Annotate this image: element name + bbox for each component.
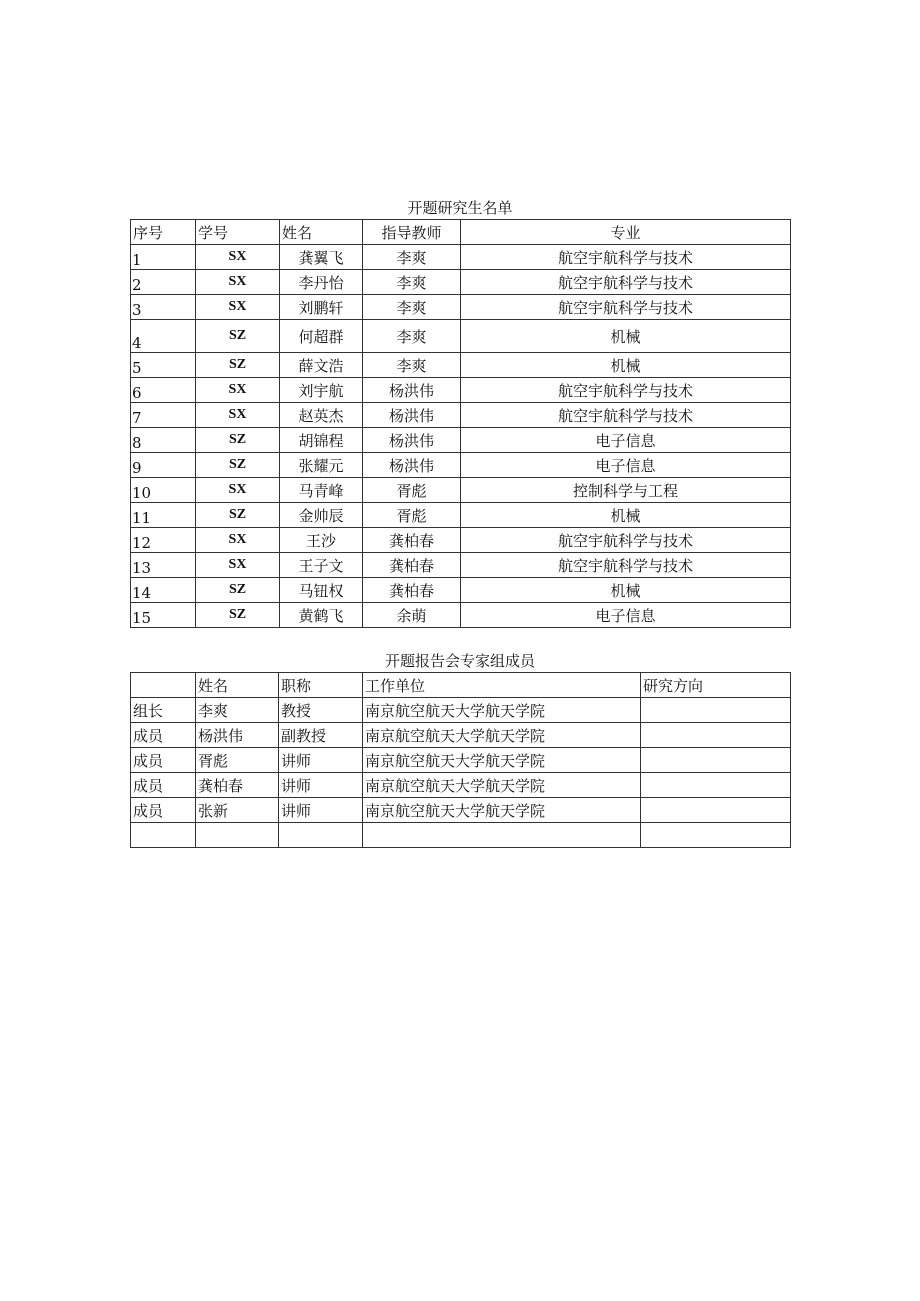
row-name: 王子文 <box>280 553 363 578</box>
row-seq: 9 <box>131 453 196 478</box>
row-seq: 6 <box>131 378 196 403</box>
row-student-id: SX <box>196 245 280 270</box>
row-rank: 讲师 <box>279 773 363 798</box>
row-rank: 讲师 <box>279 798 363 823</box>
row-major: 机械 <box>461 578 791 603</box>
row-name: 龚翼飞 <box>280 245 363 270</box>
row-unit <box>363 823 641 848</box>
row-major: 电子信息 <box>461 603 791 628</box>
row-seq: 13 <box>131 553 196 578</box>
row-name: 刘鹏轩 <box>280 295 363 320</box>
row-role: 成员 <box>131 798 196 823</box>
row-unit: 南京航空航天大学航天学院 <box>363 698 641 723</box>
row-advisor: 李爽 <box>363 320 461 353</box>
header-seq: 序号 <box>131 220 196 245</box>
row-name: 赵英杰 <box>280 403 363 428</box>
row-name: 薛文浩 <box>280 353 363 378</box>
row-seq: 14 <box>131 578 196 603</box>
row-role: 成员 <box>131 773 196 798</box>
table-row <box>131 353 791 378</box>
row-expert-name: 张新 <box>196 798 279 823</box>
row-expert-name: 龚柏春 <box>196 773 279 798</box>
row-seq: 2 <box>131 270 196 295</box>
row-rank: 副教授 <box>279 723 363 748</box>
students-header-row <box>131 220 791 245</box>
row-major: 航空宇航科学与技术 <box>461 295 791 320</box>
header-field: 研究方向 <box>641 673 791 698</box>
table-row <box>131 453 791 478</box>
row-advisor: 李爽 <box>363 353 461 378</box>
header-name: 姓名 <box>280 220 363 245</box>
table-row <box>131 603 791 628</box>
table-row <box>131 378 791 403</box>
header-rank: 职称 <box>279 673 363 698</box>
header-advisor: 指导教师 <box>363 220 461 245</box>
row-seq: 11 <box>131 503 196 528</box>
row-student-id: SX <box>196 528 280 553</box>
row-seq: 4 <box>131 320 196 353</box>
row-field <box>641 823 791 848</box>
row-unit: 南京航空航天大学航天学院 <box>363 798 641 823</box>
row-advisor: 胥彪 <box>363 503 461 528</box>
row-advisor: 胥彪 <box>363 478 461 503</box>
row-student-id: SZ <box>196 503 280 528</box>
row-expert-name <box>196 823 279 848</box>
row-name: 刘宇航 <box>280 378 363 403</box>
header-expert-name: 姓名 <box>196 673 279 698</box>
row-major: 航空宇航科学与技术 <box>461 403 791 428</box>
header-major: 专业 <box>461 220 791 245</box>
row-student-id: SX <box>196 378 280 403</box>
row-expert-name: 杨洪伟 <box>196 723 279 748</box>
row-student-id: SX <box>196 478 280 503</box>
row-student-id: SX <box>196 295 280 320</box>
table-row <box>131 748 791 773</box>
row-name: 胡锦程 <box>280 428 363 453</box>
row-student-id: SZ <box>196 320 280 353</box>
row-advisor: 龚柏春 <box>363 528 461 553</box>
table-row <box>131 698 791 723</box>
table-row <box>131 528 791 553</box>
row-major: 航空宇航科学与技术 <box>461 245 791 270</box>
table-row <box>131 503 791 528</box>
row-field <box>641 748 791 773</box>
row-major: 航空宇航科学与技术 <box>461 553 791 578</box>
row-seq: 1 <box>131 245 196 270</box>
row-major: 机械 <box>461 353 791 378</box>
row-role: 成员 <box>131 748 196 773</box>
row-student-id: SX <box>196 403 280 428</box>
row-unit: 南京航空航天大学航天学院 <box>363 748 641 773</box>
row-advisor: 龚柏春 <box>363 578 461 603</box>
row-seq: 10 <box>131 478 196 503</box>
row-name: 马钮权 <box>280 578 363 603</box>
row-seq: 15 <box>131 603 196 628</box>
row-major: 机械 <box>461 320 791 353</box>
experts-table <box>130 672 791 848</box>
row-student-id: SX <box>196 553 280 578</box>
table-row <box>131 295 791 320</box>
experts-header-row <box>131 673 791 698</box>
header-student-id: 学号 <box>196 220 280 245</box>
row-advisor: 杨洪伟 <box>363 378 461 403</box>
table-row <box>131 403 791 428</box>
row-advisor: 余萌 <box>363 603 461 628</box>
row-advisor: 李爽 <box>363 270 461 295</box>
row-seq: 12 <box>131 528 196 553</box>
table-row <box>131 823 791 848</box>
row-rank: 教授 <box>279 698 363 723</box>
row-major: 电子信息 <box>461 453 791 478</box>
table-row <box>131 245 791 270</box>
students-table-title: 开题研究生名单 <box>407 199 513 217</box>
row-advisor: 李爽 <box>363 245 461 270</box>
row-advisor: 杨洪伟 <box>363 453 461 478</box>
row-major: 航空宇航科学与技术 <box>461 270 791 295</box>
row-advisor: 龚柏春 <box>363 553 461 578</box>
row-major: 机械 <box>461 503 791 528</box>
row-seq: 3 <box>131 295 196 320</box>
row-student-id: SZ <box>196 578 280 603</box>
table-row <box>131 553 791 578</box>
table-row <box>131 578 791 603</box>
row-major: 航空宇航科学与技术 <box>461 528 791 553</box>
row-role: 成员 <box>131 723 196 748</box>
row-field <box>641 698 791 723</box>
row-student-id: SZ <box>196 353 280 378</box>
row-student-id: SZ <box>196 453 280 478</box>
row-unit: 南京航空航天大学航天学院 <box>363 773 641 798</box>
row-name: 黄鹤飞 <box>280 603 363 628</box>
row-expert-name: 胥彪 <box>196 748 279 773</box>
row-student-id: SX <box>196 270 280 295</box>
row-advisor: 杨洪伟 <box>363 428 461 453</box>
row-field <box>641 798 791 823</box>
experts-table-title: 开题报告会专家组成员 <box>384 652 535 670</box>
row-rank <box>279 823 363 848</box>
table-row <box>131 320 791 353</box>
row-unit: 南京航空航天大学航天学院 <box>363 723 641 748</box>
row-name: 何超群 <box>280 320 363 353</box>
row-field <box>641 773 791 798</box>
row-rank: 讲师 <box>279 748 363 773</box>
row-name: 王沙 <box>280 528 363 553</box>
row-major: 航空宇航科学与技术 <box>461 378 791 403</box>
table-row <box>131 270 791 295</box>
row-seq: 7 <box>131 403 196 428</box>
students-table <box>130 219 791 628</box>
row-student-id: SZ <box>196 428 280 453</box>
row-seq: 5 <box>131 353 196 378</box>
row-expert-name: 李爽 <box>196 698 279 723</box>
table-row <box>131 773 791 798</box>
table-row <box>131 798 791 823</box>
header-role <box>131 673 196 698</box>
row-role: 组长 <box>131 698 196 723</box>
row-field <box>641 723 791 748</box>
table-row <box>131 428 791 453</box>
table-row <box>131 478 791 503</box>
header-unit: 工作单位 <box>363 673 641 698</box>
row-major: 控制科学与工程 <box>461 478 791 503</box>
row-student-id: SZ <box>196 603 280 628</box>
row-name: 金帅辰 <box>280 503 363 528</box>
table-row <box>131 723 791 748</box>
row-major: 电子信息 <box>461 428 791 453</box>
row-name: 马青峰 <box>280 478 363 503</box>
row-advisor: 杨洪伟 <box>363 403 461 428</box>
row-seq: 8 <box>131 428 196 453</box>
row-name: 张耀元 <box>280 453 363 478</box>
row-advisor: 李爽 <box>363 295 461 320</box>
row-role <box>131 823 196 848</box>
row-name: 李丹怡 <box>280 270 363 295</box>
